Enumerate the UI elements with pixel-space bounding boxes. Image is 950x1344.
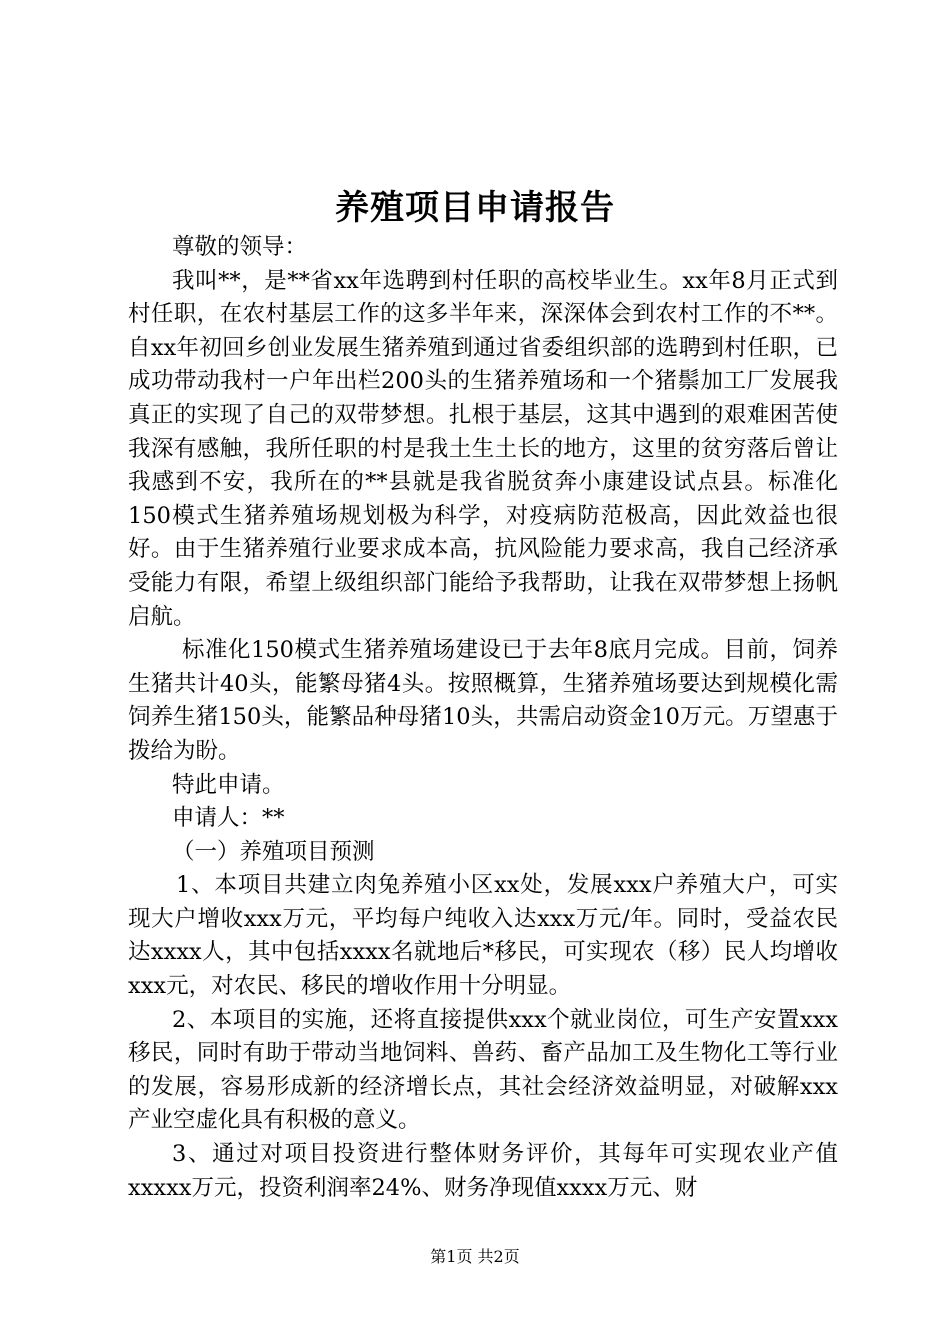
- document-title: 养殖项目申请报告: [335, 188, 615, 228]
- document-body: [128, 231, 838, 1205]
- page-number-footer: 第1页 共2页: [430, 1247, 520, 1266]
- list-item: 3、通过对项目投资进行整体财务评价，其每年可实现农业产值xxxxx万元，投资利润率24%、财务净现值xxxx万元、财: [128, 1141, 838, 1201]
- applicant-line: 申请人：**: [172, 805, 285, 832]
- introduction-paragraph: 我叫**，是**省xx年选聘到村任职的高校毕业生。xx年8月正式到村任职，在农村基层工作的这多半年来，深深体会到农村工作的不**。自xx年初回乡创业发展生猪养殖到通过省委组织部的选聘到村任职，已成功带动我村一户年出栏200头的生猪养殖场和一个猪鬃加工厂发展我真正的实现了自己的双带梦想。扎根于基层，这其中遇到的艰难困苦使我深有感触，我所任职的村是我土生土长的地方，这里的贫穷落后曾让我感到不安，我所在的**县就是我省脱贫奔小康建设试点县。标准化150模式生猪养殖场规划极为科学，对疫病防范极高，因此效益也很好。由于生猪养殖行业要求成本高，抗风险能力要求高，我自己经济承受能力有限，希望上级组织部门能给予我帮助，让我在双带梦想上扬帆启航。: [128, 267, 838, 630]
- list-item: 2、本项目的实施，还将直接提供xxx个就业岗位，可生产安置xxx移民，同时有助于带动当地饲料、兽药、畜产品加工及生物化工等行业的发展，容易形成新的经济增长点，其社会经济效益明显，对破解xxx产业空虚化具有积极的意义。: [128, 1006, 838, 1134]
- section-heading: （一）养殖项目预测: [172, 838, 375, 865]
- list-item: 1、本项目共建立肉兔养殖小区xx处，发展xxx户养殖大户，可实现大户增收xxx万元，平均每户纯收入达xxx万元/年。同时，受益农民达xxxx人，其中包括xxxx名就地后*移民，可实现农（移）民人均增收xxx元，对农民、移民的增收作用十分明显。: [128, 872, 838, 1000]
- request-paragraph: 标准化150模式生猪养殖场建设已于去年8底月完成。目前，饲养生猪共计40头，能繁母猪4头。按照概算，生猪养殖场要达到规模化需饲养生猪150头，能繁品种母猪10头，共需启动资金10万元。万望惠于拨给为盼。: [128, 637, 838, 764]
- closing-paragraph: 特此申请。: [172, 771, 285, 798]
- salutation-paragraph: 尊敬的领导：: [172, 234, 308, 260]
